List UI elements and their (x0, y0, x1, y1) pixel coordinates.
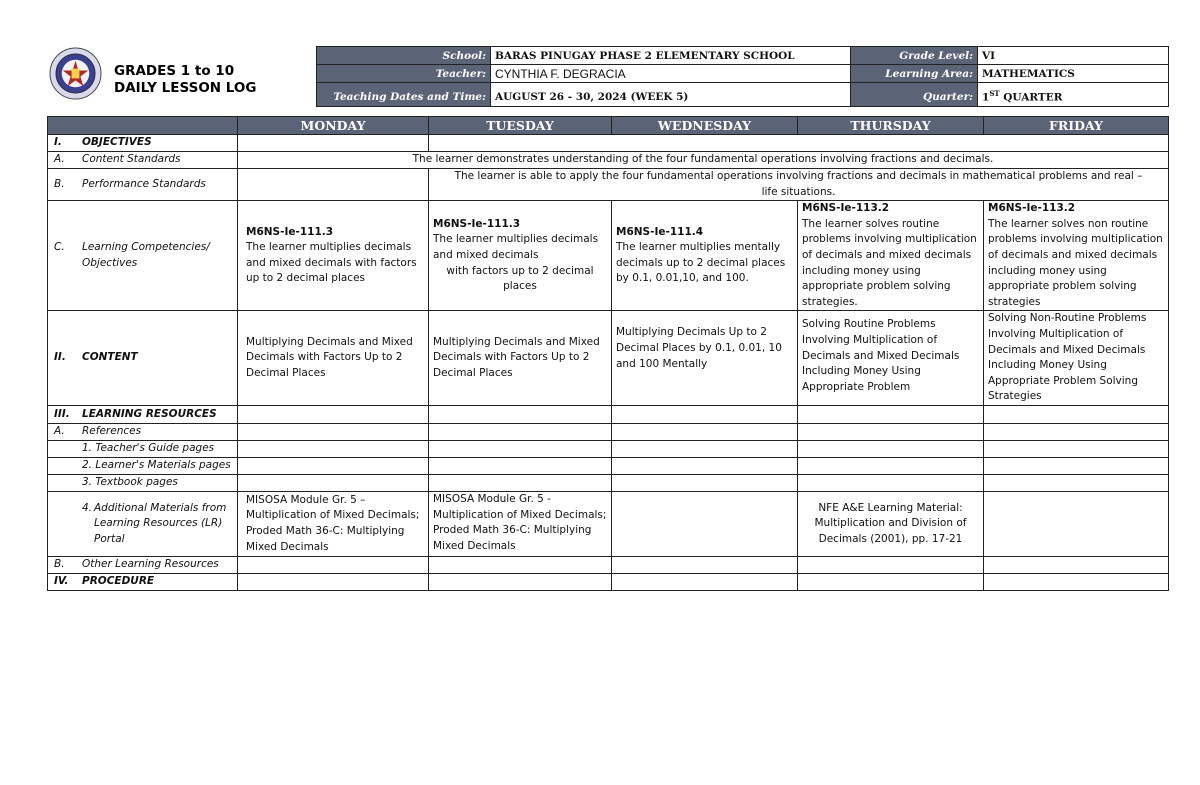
empty-cell (798, 556, 984, 573)
empty-cell (984, 440, 1169, 457)
empty-cell (798, 474, 984, 491)
empty-cell (429, 423, 612, 440)
empty-cell (612, 573, 798, 590)
references-text: References (82, 425, 142, 438)
empty-cell (984, 573, 1169, 590)
empty-cell (612, 440, 798, 457)
empty-cell (798, 573, 984, 590)
quarter-label: Quarter: (851, 83, 978, 107)
competency-code: M6NS-Ie-111.3 (246, 225, 334, 238)
additional-thursday: NFE A&E Learning Material: Multiplication and Division of Decimals (2001), pp. 17-21 (798, 491, 984, 556)
teacher-label: Teacher: (317, 65, 491, 83)
header-info-table (316, 46, 1169, 107)
content-num: II. (54, 351, 66, 364)
other-resources-num: B. (54, 558, 65, 571)
empty-cell (429, 440, 612, 457)
content-text: CONTENT (82, 351, 138, 364)
learners-materials-row (48, 457, 1169, 474)
competency-text-cont: with factors up to 2 decimal places (446, 264, 594, 293)
performance-standards-label (48, 169, 238, 201)
teachers-guide-label: 1. Teacher's Guide pages (48, 440, 238, 457)
additional-materials-label (48, 491, 238, 556)
empty-cell (984, 457, 1169, 474)
competency-text: The learner multiplies mentally decimals up to 2 decimal places by 0.1, 0.01,10, and 100. (616, 241, 786, 285)
form-title (114, 63, 256, 97)
empty-cell (238, 423, 429, 440)
empty-cell (612, 423, 798, 440)
day-header-row (48, 117, 1169, 135)
teaching-dates-value: AUGUST 26 - 30, 2024 (WEEK 5) (491, 83, 851, 107)
textbook-row (48, 474, 1169, 491)
performance-standards-text: Performance Standards (82, 177, 206, 190)
procedure-row (48, 573, 1169, 590)
deped-seal-icon (49, 47, 102, 100)
empty-cell (612, 491, 798, 556)
competency-text: The learner solves non routine problems involving multiplication of decimals and mixed decimals including money using appropriate problem solving strategies (988, 217, 1163, 308)
teaching-dates-label: Teaching Dates and Time: (317, 83, 491, 107)
empty-cell (238, 405, 429, 423)
empty-cell (984, 491, 1169, 556)
teachers-guide-row (48, 440, 1169, 457)
content-standards-num: A. (54, 153, 65, 166)
quarter-value (978, 83, 1169, 107)
objectives-cell (238, 135, 429, 152)
learning-area-value: MATHEMATICS (978, 65, 1169, 83)
quarter-suffix: ST (989, 89, 1000, 99)
competencies-num: C. (54, 241, 65, 254)
empty-cell (798, 440, 984, 457)
content-monday: Multiplying Decimals and Mixed Decimals with Factors Up to 2 Decimal Places (238, 311, 429, 406)
empty-cell (238, 556, 429, 573)
learning-resources-label (48, 405, 238, 423)
school-value: BARAS PINUGAY PHASE 2 ELEMENTARY SCHOOL (491, 47, 851, 65)
day-header-friday: FRIDAY (984, 117, 1169, 135)
procedure-num: IV. (54, 575, 69, 588)
day-header-tuesday: TUESDAY (429, 117, 612, 135)
quarter-text: QUARTER (999, 91, 1063, 104)
competencies-text: Learning Competencies/ Objectives (82, 241, 210, 269)
competency-code: M6NS-Ie-111.4 (616, 225, 704, 238)
empty-cell (429, 405, 612, 423)
learning-resources-text: LEARNING RESOURCES (82, 407, 217, 420)
teacher-value: CYNTHIA F. DEGRACIA (491, 65, 851, 83)
empty-cell (238, 573, 429, 590)
content-friday: Solving Non-Routine Problems Involving Multiplication of Decimals and Mixed Decimals Including Money Using Appropriate Problem Solving Strategies (984, 311, 1169, 406)
competencies-wednesday (612, 201, 798, 311)
competencies-monday (238, 201, 429, 311)
title-line-2: DAILY LESSON LOG (114, 80, 257, 96)
competency-code: M6NS-Ie-111.3 (433, 217, 521, 230)
performance-standards-num: B. (54, 177, 65, 190)
additional-tuesday: MISOSA Module Gr. 5 - Multiplication of Mixed Decimals; Proded Math 36-C: Multiplying Mixed Decimals (429, 491, 612, 556)
content-thursday: Solving Routine Problems Involving Multiplication of Decimals and Mixed Decimals Including Money Using Appropriate Problem (798, 311, 984, 406)
objectives-days-cell (429, 135, 1169, 152)
empty-cell (984, 556, 1169, 573)
day-header-wednesday: WEDNESDAY (612, 117, 798, 135)
performance-standards-cell (238, 169, 429, 201)
competencies-label (48, 201, 238, 311)
grade-level-label: Grade Level: (851, 47, 978, 65)
competencies-thursday (798, 201, 984, 311)
other-resources-label (48, 556, 238, 573)
textbook-label: 3. Textbook pages (48, 474, 238, 491)
learners-materials-label: 2. Learner's Materials pages (48, 457, 238, 474)
content-row (48, 311, 1169, 406)
competencies-friday (984, 201, 1169, 311)
procedure-label (48, 573, 238, 590)
other-resources-text: Other Learning Resources (82, 558, 219, 571)
content-standards-value: The learner demonstrates understanding of the four fundamental operations involving fractions and decimals. (238, 152, 1169, 169)
competency-text: The learner solves routine problems involving multiplication of decimals and mixed decimals including money using appropriate problem solving strategies. (802, 217, 977, 308)
additional-materials-row (48, 491, 1169, 556)
empty-cell (238, 457, 429, 474)
references-num: A. (54, 425, 65, 438)
empty-cell (238, 474, 429, 491)
competency-code: M6NS-Ie-113.2 (988, 202, 1076, 215)
competency-text: The learner multiplies decimals and mixed decimals with factors up to 2 decimal places (246, 241, 417, 285)
learning-area-label: Learning Area: (851, 65, 978, 83)
lesson-log-table (47, 116, 1169, 591)
additional-materials-text: Additional Materials from Learning Resources (LR) Portal (94, 501, 227, 545)
empty-cell (238, 440, 429, 457)
competency-text: The learner multiplies decimals and mixed decimals (433, 233, 599, 261)
additional-materials-num: 4. (82, 501, 93, 514)
grade-level-value: VI (978, 47, 1169, 65)
performance-standards-value: The learner is able to apply the four fundamental operations involving fractions and decimals in mathematical problems and real – life situations. (429, 169, 1169, 201)
quarter-number: 1 (982, 91, 990, 104)
objectives-text: OBJECTIVES (82, 136, 152, 149)
empty-cell (798, 457, 984, 474)
empty-cell (612, 556, 798, 573)
empty-cell (984, 405, 1169, 423)
objectives-num: I. (54, 136, 62, 149)
content-standards-label (48, 152, 238, 169)
performance-standards-row (48, 169, 1169, 201)
school-label: School: (317, 47, 491, 65)
empty-cell (612, 457, 798, 474)
empty-cell (798, 405, 984, 423)
other-resources-row (48, 556, 1169, 573)
objectives-row (48, 135, 1169, 152)
day-header-thursday: THURSDAY (798, 117, 984, 135)
references-row (48, 423, 1169, 440)
content-standards-text: Content Standards (82, 153, 181, 166)
learning-resources-num: III. (54, 407, 70, 420)
corner-cell (48, 117, 238, 135)
empty-cell (984, 474, 1169, 491)
day-header-monday: MONDAY (238, 117, 429, 135)
additional-monday: MISOSA Module Gr. 5 – Multiplication of Mixed Decimals; Proded Math 36-C: Multiplying Mixed Decimals (238, 491, 429, 556)
empty-cell (429, 474, 612, 491)
empty-cell (984, 423, 1169, 440)
objectives-label (48, 135, 238, 152)
competency-code: M6NS-Ie-113.2 (802, 202, 890, 215)
title-line-1: GRADES 1 to 10 (114, 63, 235, 79)
empty-cell (429, 556, 612, 573)
references-label (48, 423, 238, 440)
learning-resources-row (48, 405, 1169, 423)
content-wednesday: Multiplying Decimals Up to 2 Decimal Places by 0.1, 0.01, 10 and 100 Mentally (612, 311, 798, 406)
empty-cell (612, 405, 798, 423)
content-standards-row (48, 152, 1169, 169)
content-label (48, 311, 238, 406)
competencies-tuesday (429, 201, 612, 311)
content-tuesday: Multiplying Decimals and Mixed Decimals with Factors Up to 2 Decimal Places (429, 311, 612, 406)
empty-cell (798, 423, 984, 440)
empty-cell (429, 457, 612, 474)
competencies-row (48, 201, 1169, 311)
empty-cell (429, 573, 612, 590)
empty-cell (612, 474, 798, 491)
procedure-text: PROCEDURE (82, 575, 155, 588)
